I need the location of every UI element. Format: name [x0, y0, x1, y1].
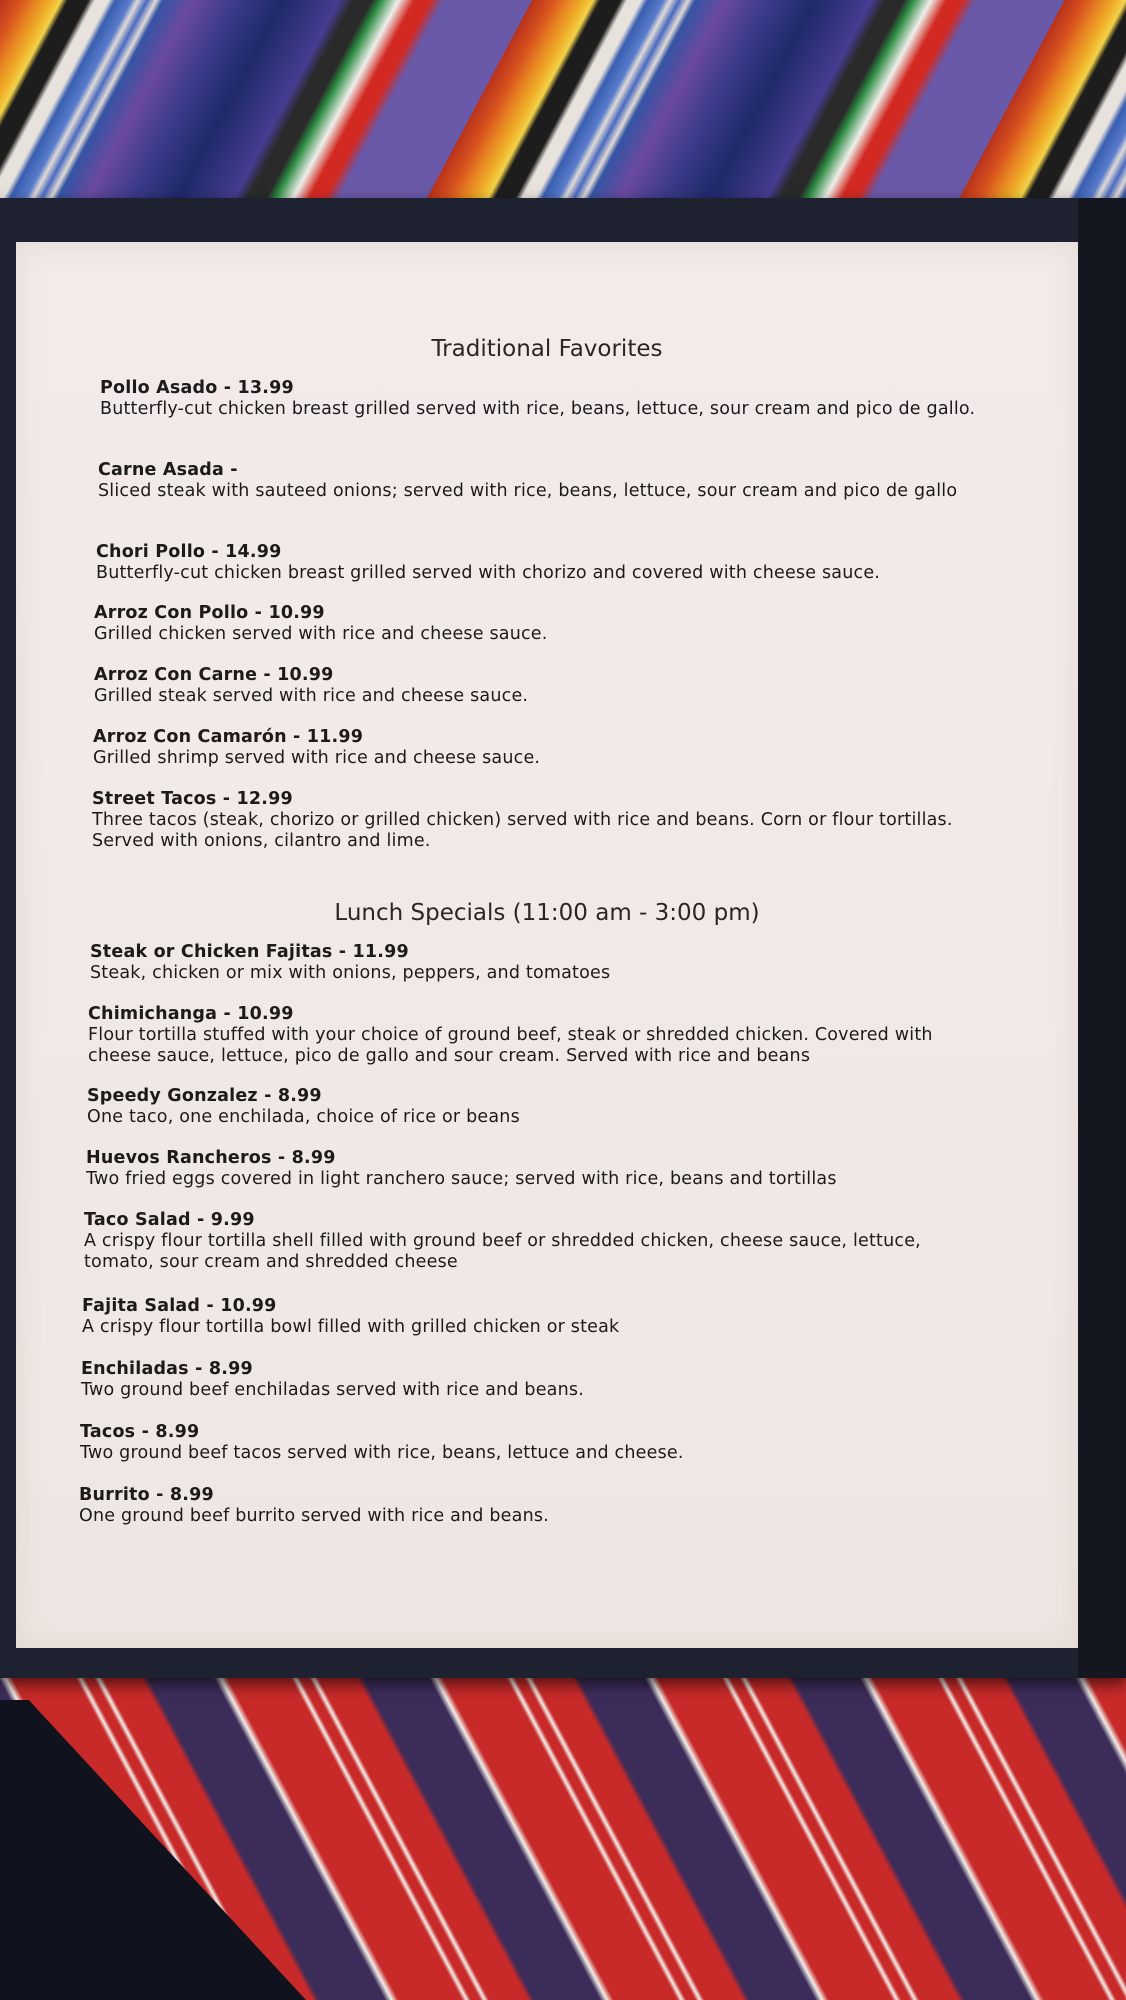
menu-item-arroz-con-pollo	[94, 603, 994, 645]
menu-item-street-tacos	[92, 789, 992, 852]
menu-item-name: Taco Salad - 9.99	[84, 1210, 255, 1230]
menu-item-fajita-salad	[82, 1296, 982, 1338]
menu-item-chori-pollo	[96, 542, 1036, 584]
menu-item-name: Arroz Con Pollo - 10.99	[94, 603, 325, 623]
menu-item-name: Arroz Con Carne - 10.99	[94, 665, 334, 685]
menu-item-description: A crispy flour tortilla bowl filled with grilled chicken or steak	[82, 1317, 620, 1337]
menu-item-carne-asada	[98, 460, 998, 502]
menu-item-name: Burrito - 8.99	[79, 1485, 214, 1505]
menu-item-name: Steak or Chicken Fajitas - 11.99	[90, 942, 409, 962]
menu-item-description: Grilled chicken served with rice and cheese sauce.	[94, 624, 548, 644]
menu-cover-edge	[1078, 198, 1126, 1678]
tablecloth-top	[0, 0, 1126, 230]
menu-item-taco-salad	[84, 1210, 984, 1273]
menu-item-name: Carne Asada -	[98, 460, 238, 480]
menu-item-description: One ground beef burrito served with rice and beans.	[79, 1506, 549, 1526]
menu-item-description: Three tacos (steak, chorizo or grilled chicken) served with rice and beans. Corn or flour tortillas. Served with onions, cilantro and lime.	[92, 810, 953, 851]
menu-item-description: Sliced steak with sauteed onions; served with rice, beans, lettuce, sour cream and pico de gallo	[98, 481, 958, 501]
menu-item-name: Enchiladas - 8.99	[81, 1359, 253, 1379]
menu-item-name: Tacos - 8.99	[80, 1422, 200, 1442]
menu-item-name: Street Tacos - 12.99	[92, 789, 293, 809]
menu-item-name: Chimichanga - 10.99	[88, 1004, 294, 1024]
menu-item-tacos	[80, 1422, 980, 1464]
menu-item-description: Grilled steak served with rice and cheese sauce.	[94, 686, 529, 706]
menu-item-pollo-asado	[100, 378, 1000, 420]
menu-item-description: Butterfly-cut chicken breast grilled served with rice, beans, lettuce, sour cream and pico de gallo.	[100, 399, 976, 419]
menu-item-name: Speedy Gonzalez - 8.99	[87, 1086, 322, 1106]
menu-item-description: Two fried eggs covered in light ranchero sauce; served with rice, beans and tortillas	[86, 1169, 837, 1189]
menu-page	[16, 242, 1078, 1648]
menu-item-name: Fajita Salad - 10.99	[82, 1296, 277, 1316]
menu-item-enchiladas	[81, 1359, 981, 1401]
menu-item-description: Flour tortilla stuffed with your choice of ground beef, steak or shredded chicken. Covered with cheese sauce, lettuce, pico de gallo and sour cream. Served with rice and beans	[88, 1025, 933, 1066]
section-title-traditional-favorites: Traditional Favorites	[431, 336, 663, 362]
menu-item-description: One taco, one enchilada, choice of rice or beans	[87, 1107, 520, 1127]
menu-item-name: Chori Pollo - 14.99	[96, 542, 282, 562]
menu-item-name: Huevos Rancheros - 8.99	[86, 1148, 336, 1168]
menu-item-description: Two ground beef tacos served with rice, beans, lettuce and cheese.	[80, 1443, 684, 1463]
menu-item-arroz-con-camaron	[93, 727, 993, 769]
menu-item-fajitas	[90, 942, 990, 984]
menu-item-huevos-rancheros	[86, 1148, 1026, 1190]
menu-item-burrito	[79, 1485, 979, 1527]
menu-item-arroz-con-carne	[94, 665, 994, 707]
menu-item-name: Pollo Asado - 13.99	[100, 378, 294, 398]
menu-item-chimichanga	[88, 1004, 988, 1067]
menu-item-description: Butterfly-cut chicken breast grilled served with chorizo and covered with cheese sauce.	[96, 563, 881, 583]
menu-item-speedy-gonzalez	[87, 1086, 987, 1128]
menu-item-description: Steak, chicken or mix with onions, peppers, and tomatoes	[90, 963, 611, 983]
menu-item-description: Grilled shrimp served with rice and cheese sauce.	[93, 748, 541, 768]
menu-item-description: Two ground beef enchiladas served with rice and beans.	[81, 1380, 584, 1400]
menu-item-description: A crispy flour tortilla shell filled with ground beef or shredded chicken, cheese sauce, lettuce, tomato, sour cream and shredded cheese	[84, 1231, 921, 1272]
menu-item-name: Arroz Con Camarón - 11.99	[93, 727, 364, 747]
section-title-lunch-specials: Lunch Specials (11:00 am - 3:00 pm)	[334, 900, 760, 926]
